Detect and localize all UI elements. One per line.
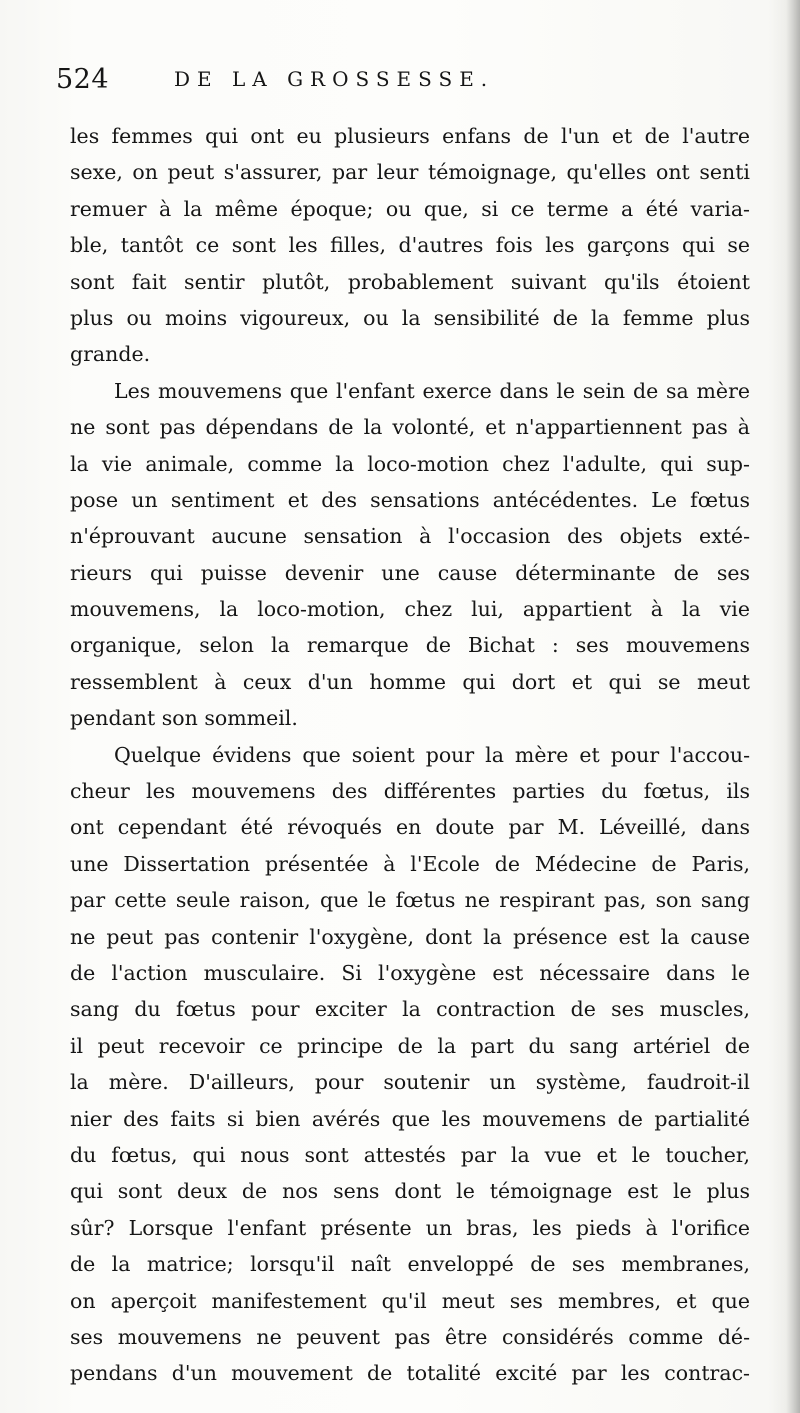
text-line: ble, tantôt ce sont les filles, d'autres fois les garçons qui se bbox=[70, 233, 750, 258]
text-line: la mère. D'ailleurs, pour soutenir un système, faudroit-il bbox=[70, 1070, 750, 1095]
text-line: la vie animale, comme la loco-motion chez l'adulte, qui sup- bbox=[70, 451, 750, 476]
paragraph-start-line: Les mouvemens que l'enfant exerce dans le sein de sa mère bbox=[114, 378, 750, 403]
text-line: les femmes qui ont eu plusieurs enfans de l'un et de l'autre bbox=[70, 124, 750, 148]
paragraph-start-line: Quelque évidens que soient pour la mère et pour l'accou- bbox=[114, 742, 750, 767]
text-line: qui sont deux de nos sens dont le témoignage est le plus bbox=[70, 1179, 750, 1204]
text-line: organique, selon la remarque de Bichat : ses mouvemens bbox=[70, 633, 750, 658]
text-line: du fœtus, qui nous sont attestés par la vue et le toucher, bbox=[70, 1142, 750, 1167]
text-line: on aperçoit manifestement qu'il meut ses membres, et que bbox=[70, 1288, 750, 1313]
page-number: 524 bbox=[56, 64, 110, 95]
text-line: ont cependant été révoqués en doute par M. Léveillé, dans bbox=[70, 815, 750, 840]
text-line: de la matrice; lorsqu'il naît enveloppé de ses membranes, bbox=[70, 1252, 750, 1277]
text-line: rieurs qui puisse devenir une cause déterminante de ses bbox=[70, 560, 750, 585]
text-line: il peut recevoir ce principe de la part du sang artériel de bbox=[70, 1033, 750, 1058]
text-line: mouvemens, la loco-motion, chez lui, appartient à la vie bbox=[70, 597, 750, 622]
text-line: ne sont pas dépendans de la volonté, et n'appartiennent pas à bbox=[70, 415, 750, 440]
paragraph-end-line: grande. bbox=[70, 342, 151, 367]
text-line: remuer à la même époque; ou que, si ce terme a été varia- bbox=[70, 196, 750, 221]
text-line: n'éprouvant aucune sensation à l'occasion des objets exté- bbox=[70, 524, 750, 549]
body-text bbox=[70, 118, 750, 1392]
text-line: ne peut pas contenir l'oxygène, dont la présence est la cause bbox=[70, 924, 750, 949]
page-edge-shadow bbox=[786, 0, 800, 1413]
text-line: nier des faits si bien avérés que les mouvemens de partialité bbox=[70, 1106, 750, 1131]
text-line: par cette seule raison, que le fœtus ne respirant pas, son sang bbox=[70, 888, 750, 913]
text-line: ressemblent à ceux d'un homme qui dort et qui se meut bbox=[70, 669, 750, 694]
text-line: sexe, on peut s'assurer, par leur témoignage, qu'elles ont senti bbox=[70, 160, 750, 185]
text-line: une Dissertation présentée à l'Ecole de Médecine de Paris, bbox=[70, 851, 750, 876]
text-line: cheur les mouvemens des différentes parties du fœtus, ils bbox=[70, 779, 750, 804]
paragraph-end-line: pendant son sommeil. bbox=[70, 706, 298, 731]
text-line: ses mouvemens ne peuvent pas être considérés comme dé- bbox=[70, 1324, 750, 1349]
text-line: sang du fœtus pour exciter la contraction de ses muscles, bbox=[70, 997, 750, 1022]
text-line: sont fait sentir plutôt, probablement suivant qu'ils étoient bbox=[70, 269, 750, 294]
text-line: pose un sentiment et des sensations antécédentes. Le fœtus bbox=[70, 487, 750, 512]
text-line: de l'action musculaire. Si l'oxygène est nécessaire dans le bbox=[70, 960, 750, 985]
text-line: pendans d'un mouvement de totalité excité par les contrac- bbox=[70, 1361, 750, 1386]
running-title: DE LA GROSSESSE. bbox=[174, 67, 495, 91]
text-line: plus ou moins vigoureux, ou la sensibilité de la femme plus bbox=[70, 305, 750, 330]
running-head bbox=[56, 64, 746, 104]
text-line: sûr? Lorsque l'enfant présente un bras, les pieds à l'orifice bbox=[70, 1215, 750, 1240]
